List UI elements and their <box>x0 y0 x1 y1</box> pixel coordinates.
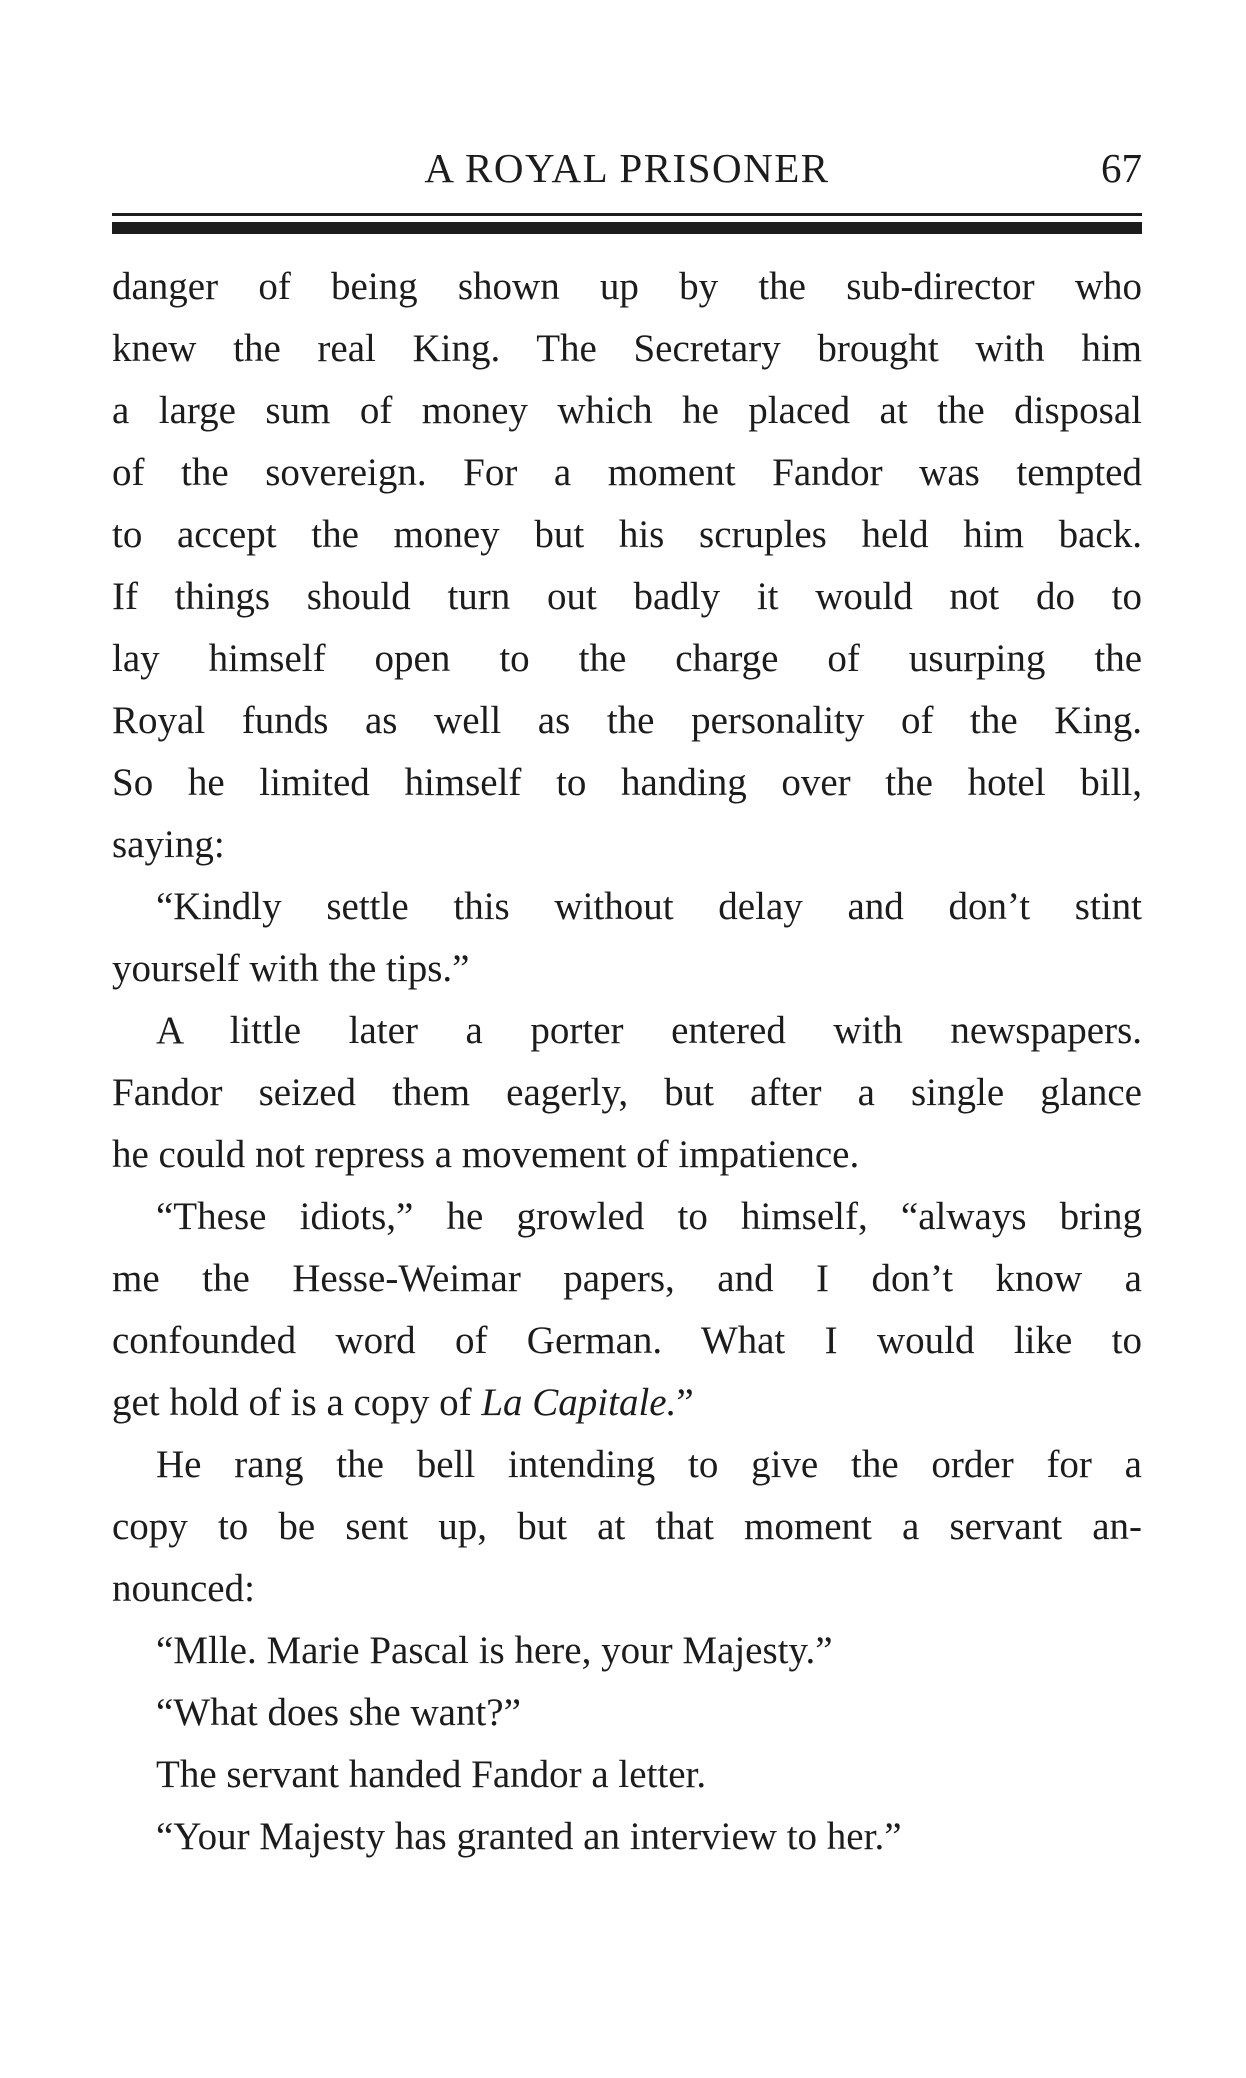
body-text <box>112 256 1142 1868</box>
text-line: nounced: <box>112 1567 255 1610</box>
text-line: “Your Majesty has granted an interview to her.” <box>156 1815 902 1858</box>
text-line: to accept the money but his scruples held him back. <box>112 513 1142 556</box>
text-line: Royal funds as well as the personality of the King. <box>112 699 1142 742</box>
text-line: me the Hesse-Weimar papers, and I don’t know a <box>112 1257 1142 1300</box>
text-line: “What does she want?” <box>156 1691 521 1734</box>
text-line: confounded word of German. What I would like to <box>112 1319 1142 1362</box>
text-line: He rang the bell intending to give the order for a <box>156 1443 1142 1486</box>
text-segment: get hold of is a copy of <box>112 1381 482 1424</box>
text-line: yourself with the tips.” <box>112 947 470 990</box>
running-head <box>112 140 1142 200</box>
text-line: If things should turn out badly it would not do to <box>112 575 1142 618</box>
header-rule-thick <box>112 222 1142 234</box>
running-title: A ROYAL PRISONER <box>424 145 830 191</box>
text-line: The servant handed Fandor a letter. <box>156 1753 707 1796</box>
text-line: lay himself open to the charge of usurping the <box>112 637 1142 680</box>
text-segment: ” <box>676 1381 694 1424</box>
newspaper-title: La Capitale. <box>481 1381 677 1424</box>
text-line: So he limited himself to handing over the hotel bill, <box>112 761 1142 804</box>
text-line: “Mlle. Marie Pascal is here, your Majesty.” <box>156 1629 833 1672</box>
text-line: knew the real King. The Secretary brought with him <box>112 327 1142 370</box>
text-line: “Kindly settle this without delay and don’t stint <box>156 885 1142 928</box>
page-number: 67 <box>1101 145 1142 191</box>
text-line: a large sum of money which he placed at the disposal <box>112 389 1142 432</box>
text-line: he could not repress a movement of impatience. <box>112 1133 860 1176</box>
text-line: saying: <box>112 823 225 866</box>
text-line: “These idiots,” he growled to himself, “always bring <box>156 1195 1142 1238</box>
text-line: danger of being shown up by the sub-director who <box>112 265 1142 308</box>
text-line: A little later a porter entered with newspapers. <box>156 1009 1142 1052</box>
header-rule-thin <box>112 213 1142 216</box>
text-line: of the sovereign. For a moment Fandor was tempted <box>112 451 1142 494</box>
text-line: Fandor seized them eagerly, but after a single glance <box>112 1071 1142 1114</box>
text-line: copy to be sent up, but at that moment a servant an- <box>112 1505 1142 1548</box>
text-line <box>112 1372 1142 1434</box>
